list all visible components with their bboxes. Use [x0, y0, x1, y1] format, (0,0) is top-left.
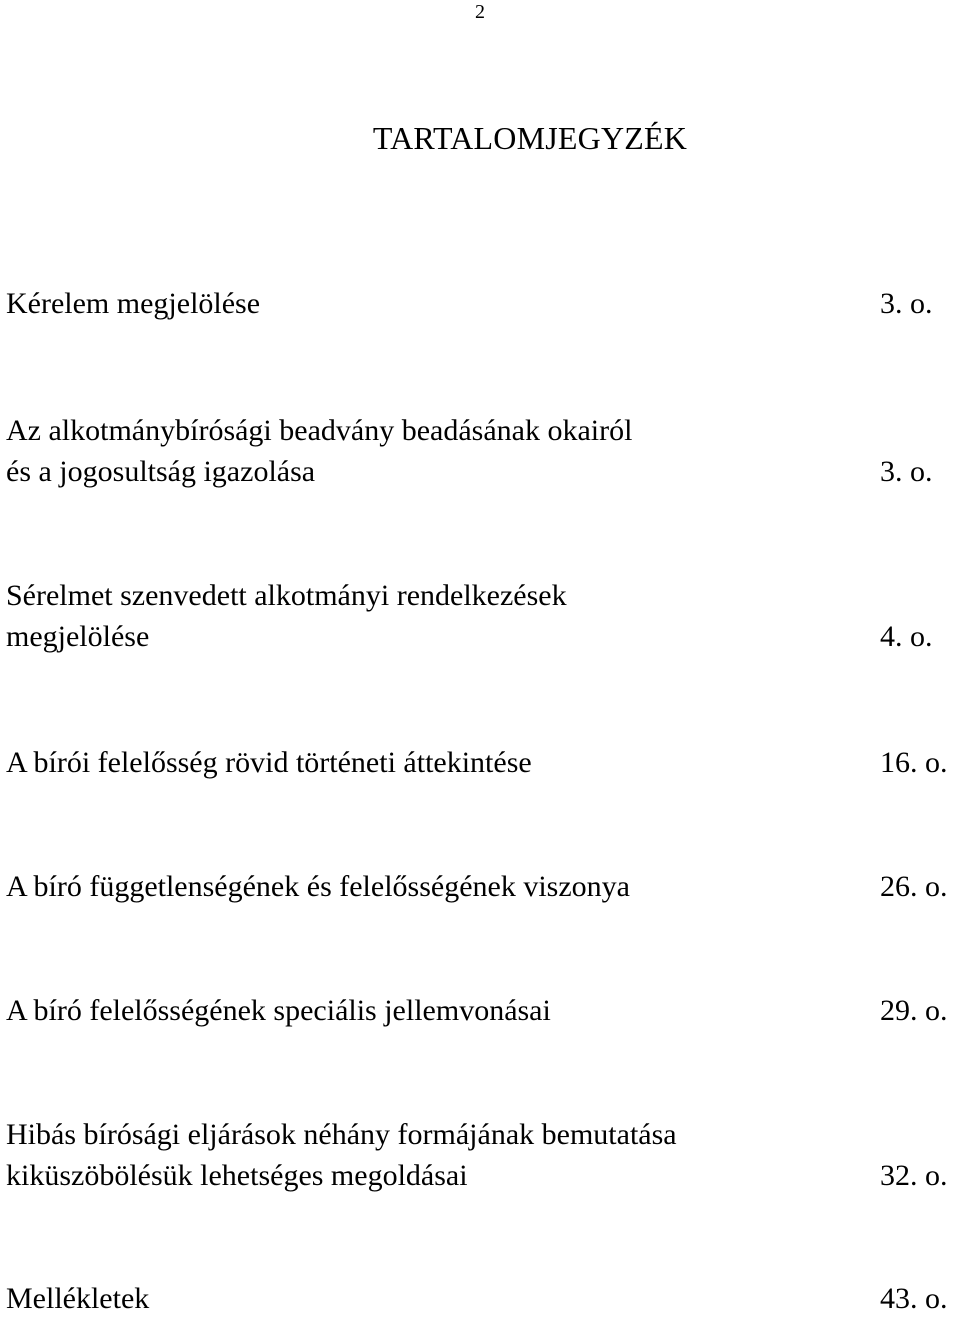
toc-entry-label: Mellékletek	[6, 1282, 150, 1315]
toc-entry-label: Sérelmet szenvedett alkotmányi rendelkezések	[6, 579, 567, 612]
toc-entry-page: 29. o.	[880, 994, 948, 1027]
toc-entry-label: megjelölése	[6, 620, 150, 653]
toc-title: TARTALOMJEGYZÉK	[372, 120, 688, 156]
toc-entry-page: 43. o.	[880, 1282, 948, 1315]
toc-entry-page: 4. o.	[880, 620, 933, 653]
toc-entry-label: kiküszöbölésük lehetséges megoldásai	[6, 1159, 468, 1192]
toc-entry-page: 3. o.	[880, 287, 933, 320]
toc-entry-label: A bírói felelősség rövid történeti áttekintése	[6, 746, 532, 779]
toc-entry-page: 16. o.	[880, 746, 948, 779]
toc-entry-label: Az alkotmánybírósági beadvány beadásának okairól	[6, 414, 633, 447]
page-number: 2	[475, 1, 485, 23]
toc-entry-page: 3. o.	[880, 455, 933, 488]
toc-entry-label: Kérelem megjelölése	[6, 287, 261, 320]
toc-entry-label: és a jogosultság igazolása	[6, 455, 316, 488]
toc-entry-page: 26. o.	[880, 870, 948, 903]
toc-entry-page: 32. o.	[880, 1159, 948, 1192]
toc-entry-label: A bíró felelősségének speciális jellemvonásai	[6, 994, 551, 1027]
toc-entry-label: A bíró függetlenségének és felelősségének viszonya	[6, 870, 630, 903]
toc-entry-label: Hibás bírósági eljárások néhány formájának bemutatása	[6, 1118, 677, 1151]
